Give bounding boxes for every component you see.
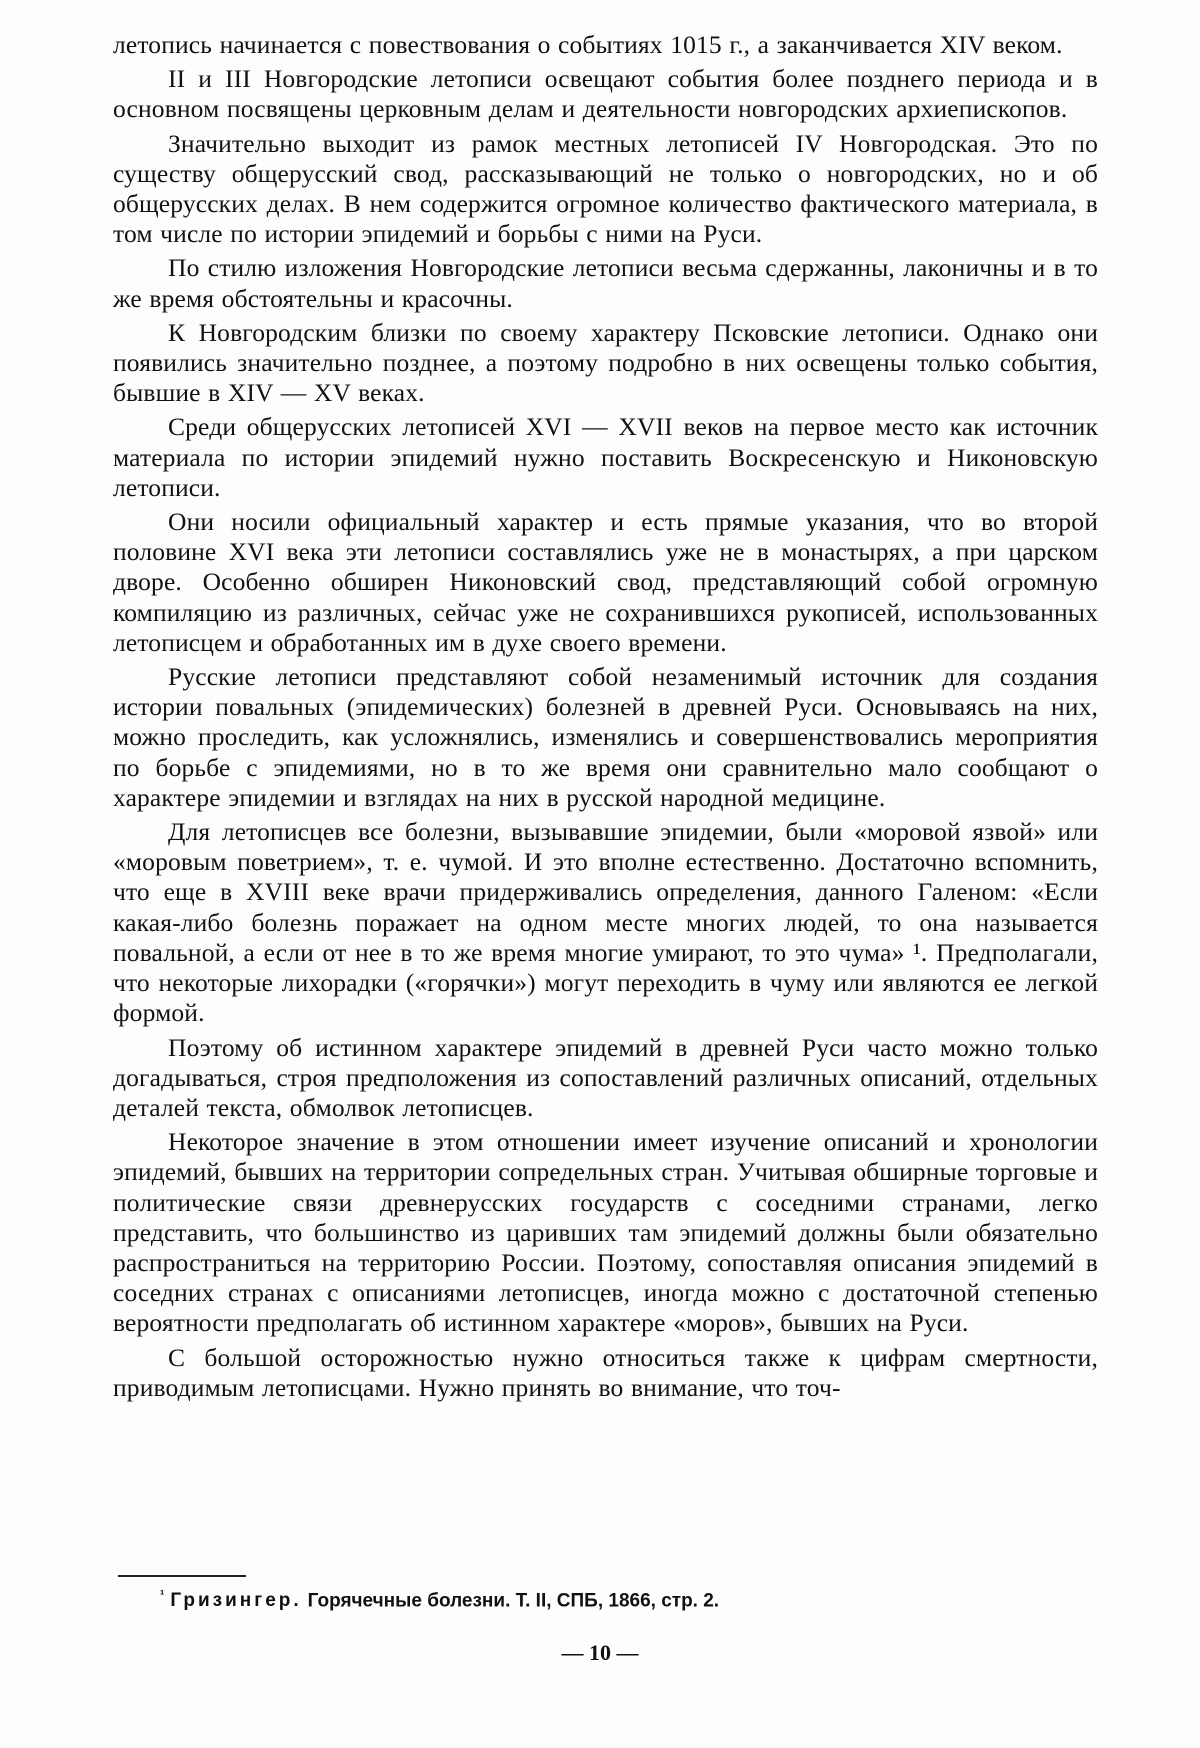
- page-number: — 10 —: [561, 1640, 639, 1665]
- paragraph: К Новгородским близки по своему характеру Псковские летописи. Однако они появились значительно позднее, а поэтому подробно в них освещены только события, бывшие в XIV — XV веках.: [113, 317, 1098, 408]
- paragraph: II и III Новгородские летописи освещают события более позднего периода и в основном посвящены церковным делам и деятельности новгородских архиепископов.: [113, 64, 1098, 124]
- paragraph: Значительно выходит из рамок местных летописей IV Новгородская. Это по существу общерусский свод, рассказывающий не только о новгородских, но и об общерусских делах. В нем содержится огромное количество фактического материала, в том числе по истории эпидемий и борьбы с ними на Руси.: [113, 128, 1098, 249]
- paragraph: Русские летописи представляют собой незаменимый источник для создания истории повальных (эпидемических) болезней в древней Руси. Основываясь на них, можно проследить, как усложнялись, изменялись и совершенствовались мероприятия по борьбе с эпидемиями, но в то же время они сравнительно мало сообщают о характере эпидемии и взглядах на них в русской народной медицине.: [113, 662, 1098, 812]
- footnote-author: Гризингер.: [170, 1590, 302, 1612]
- footnote: [160, 1583, 1060, 1613]
- paragraph: Среди общерусских летописей XVI — XVII веков на первое место как источник материала по истории эпидемий нужно поставить Воскресенскую и Никоновскую летописи.: [113, 412, 1098, 502]
- footnote-divider: [118, 1575, 246, 1577]
- footnote-text: Горячечные болезни. Т. II, СПБ, 1866, стр. 2.: [307, 1590, 720, 1612]
- paragraph-continuation: летопись начинается с повествования о событиях 1015 г., а заканчивается XIV веком.: [113, 30, 1063, 59]
- footnote-mark: ¹: [160, 1587, 165, 1602]
- paragraph-continued-next-page: С большой осторожностью нужно относиться также к цифрам смертности, приводимым летописцами. Нужно принять во внимание, что точ-: [113, 1342, 1098, 1402]
- paragraph: Некоторое значение в этом отношении имеет изучение описаний и хронологии эпидемий, бывших на территории сопредельных стран. Учитывая обширные торговые и политические связи древнерусских государств с соседними странами, легко представить, что большинство из царивших там эпидемий должны были обязательно распространиться на территорию России. Поэтому, сопоставляя описания эпидемий в соседних странах с описаниями летописцев, иногда можно с достаточной степенью вероятности предполагать об истинном характере «моров», бывших на Руси.: [113, 1127, 1098, 1338]
- paragraph: По стилю изложения Новгородские летописи весьма сдержанны, лаконичны и в то же время обстоятельны и красочны.: [113, 253, 1098, 313]
- body-text: [113, 30, 1098, 1407]
- paragraph: Поэтому об истинном характере эпидемий в древней Руси часто можно только догадываться, строя предположения из сопоставлений различных описаний, отдельных деталей текста, обмолвок летописцев.: [113, 1032, 1098, 1122]
- paragraph: Они носили официальный характер и есть прямые указания, что во второй половине XVI века эти летописи составлялись уже не в монастырях, а при царском дворе. Особенно обширен Никоновский свод, представляющий собой огромную компиляцию из различных, сейчас уже не сохранившихся рукописей, использованных летописцем и обработанных им в духе своего времени.: [113, 507, 1098, 657]
- paragraph: Для летописцев все болезни, вызывавшие эпидемии, были «моровой язвой» или «моровым поветрием», т. е. чумой. И это вполне естественно. Достаточно вспомнить, что еще в XVIII веке врачи придерживались определения, данного Галеном: «Если какая-либо болезнь поражает на одном месте многих людей, то она называется повальной, а если от нее в то же время многие умирают, то это чума» ¹. Предполагали, что некоторые лихорадки («горячки») могут переходить в чуму или являются ее легкой формой.: [113, 817, 1098, 1028]
